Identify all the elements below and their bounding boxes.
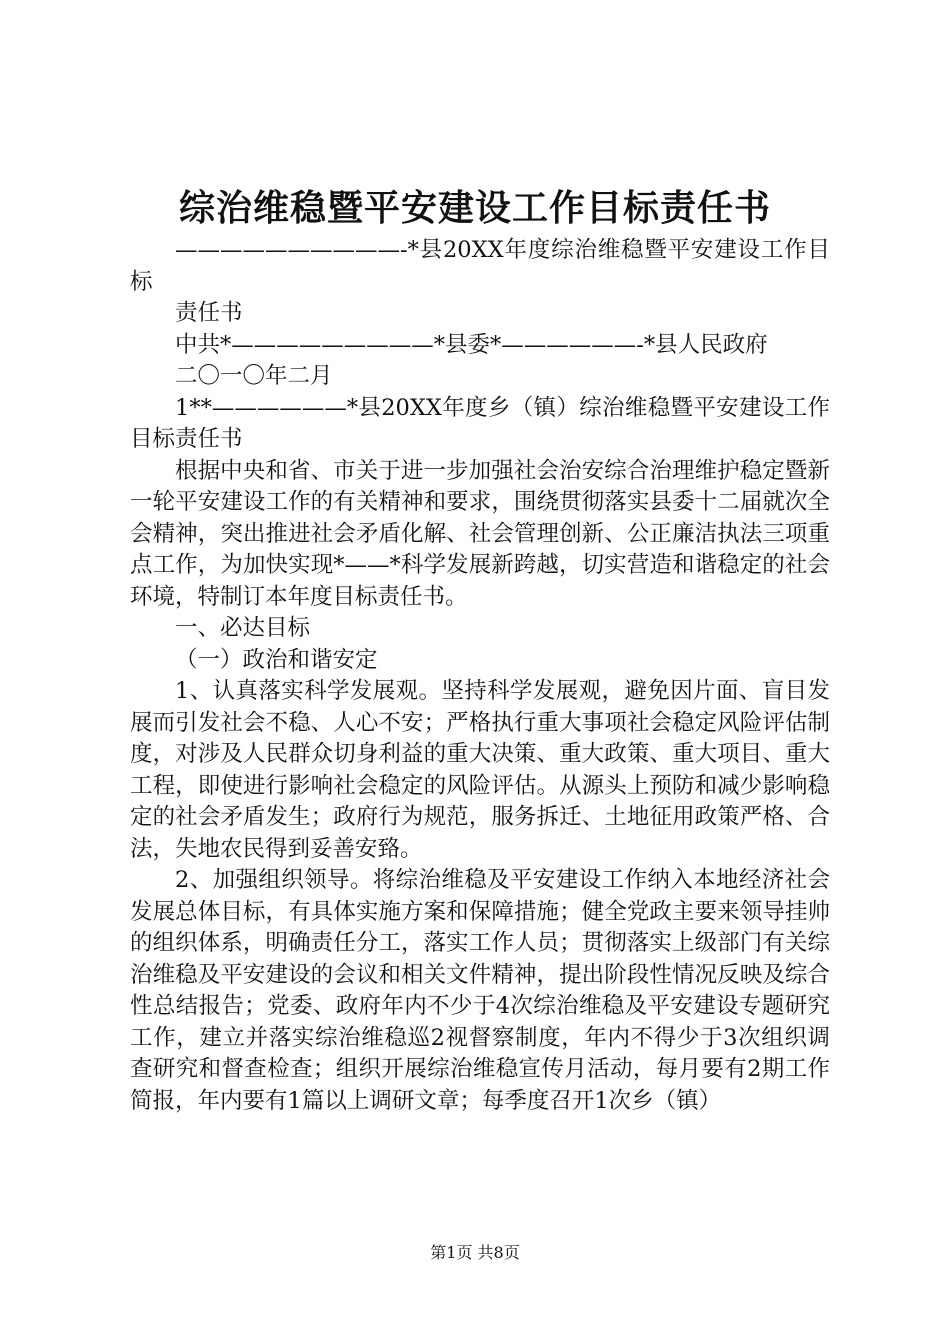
heading-goals: 一、必达目标 — [175, 615, 311, 641]
item-2-paragraph: 2、加强组织领导。将综治维稳及平安建设工作纳入本地经济社会发展总体目标，有具体实施方案和保障措施；健全党政主要来领导挂帅的组织体系，明确责任分工，落实工作人员；贯彻落实上级部门有关综治维稳及平安建设的会议和相关文件精神，提出阶段性情况反映及综合性总结报告；党委、政府年内不少于4次综治维稳及平安建设专题研究工作，建立并落实综治维稳巡2视督察制度，年内不得少于3次组织调查研究和督查检查；组织开展综治维稳宣传月活动，每月要有2期工作简报，年内要有1篇以上调研文章；每季度召开1次乡（镇） — [130, 867, 830, 1114]
item-1-paragraph: 1、认真落实科学发展观。坚持科学发展观，避免因片面、盲目发展而引发社会不稳、人心不安；严格执行重大事项社会稳定风险评估制度，对涉及人民群众切身利益的重大决策、重大政策、重大项目、重大工程，即使进行影响社会稳定的风险评估。从源头上预防和减少影响稳定的社会矛盾发生；政府行为规范，服务拆迁、土地征用政策严格、合法，失地农民得到妥善安臵。 — [130, 678, 830, 862]
document-body — [130, 235, 830, 1117]
page-number-footer: 第1页 共8页 — [430, 1243, 520, 1262]
document-title: 综治维稳暨平安建设工作目标责任书 — [178, 187, 771, 229]
intro-paragraph: 根据中央和省、市关于进一步加强社会治安综合治理维护稳定暨新一轮平安建设工作的有关精神和要求，围绕贯彻落实县委十二届就次全会精神，突出推进社会矛盾化解、社会管理创新、公正廉洁执法三项重点工作，为加快实现*——*科学发展新跨越，切实营造和谐稳定的社会环境，特制订本年度目标责任书。 — [130, 457, 830, 610]
issuer-line: 中共*—————————*县委*——————-*县人民政府 — [175, 331, 768, 358]
subtitle-continuation: 责任书 — [175, 300, 243, 326]
date-line: 二〇一〇年二月 — [175, 363, 333, 389]
subtitle-paragraph: ——————————-*县20XX年度综治维稳暨平安建设工作目标 — [130, 237, 830, 295]
section-heading-paragraph: 1**——————*县20XX年度乡（镇）综治维稳暨平安建设工作目标责任书 — [130, 394, 830, 452]
heading-political-stability: （一）政治和谐安定 — [175, 646, 378, 673]
